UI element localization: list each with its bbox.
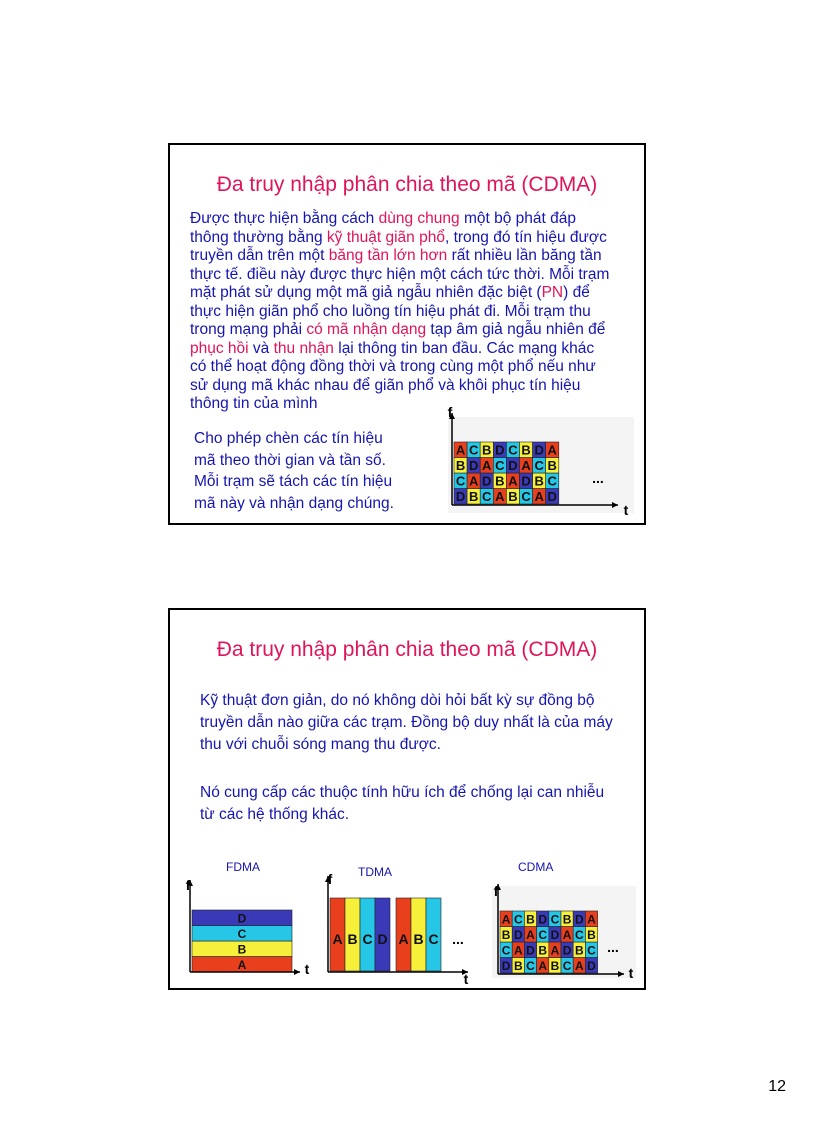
tdma-slot-label: D (377, 931, 388, 947)
tdma-diagram (320, 872, 480, 986)
slide-1-text-segment: thực tế. điều này được thực hiện một cách tức thời. Mỗi trạm (190, 265, 610, 283)
slide-2-paragraph-2-line: Nó cung cấp các thuộc tính hữu ích để chống lại can nhiễu (200, 784, 605, 801)
slide-1-text-segment: tạp âm giả ngẫu nhiên để (426, 321, 606, 338)
slide-1-text-segment: và (248, 339, 274, 357)
cdma-2-cell-label: B (550, 959, 560, 974)
slide-1-body-line (190, 321, 630, 340)
slide-2-paragraph-2-line: từ các hệ thống khác. (200, 806, 350, 823)
cdma-2-cell-label: B (526, 912, 535, 927)
cdma-2-cell-label: C (501, 943, 511, 958)
cdma-2-cell-label: C (538, 928, 548, 943)
slide-1-side-text-line: Mỗi trạm sẽ tách các tín hiệu (194, 473, 393, 490)
slide-1-body-line (190, 377, 630, 396)
tdma-slot-label: C (428, 931, 439, 947)
cdma-2-cell-label: D (550, 928, 560, 943)
slide-1-text-segment: một bộ phát đáp (459, 210, 576, 227)
cdma-2-cell-label: C (513, 912, 523, 927)
cdma-1-cell-label: B (468, 489, 479, 505)
tdma-slot-label: B (347, 931, 358, 947)
slide-1-text-segment: truyền dẫn trên một (190, 247, 329, 264)
cdma-2-cell-label: D (538, 912, 548, 927)
cdma-1-cell-label: C (547, 473, 557, 489)
cdma-2-cell-label: D (513, 928, 523, 943)
cdma-2-cell-label: C (587, 943, 596, 958)
cdma-2-cell-label: C (526, 959, 535, 974)
tdma-slot-label: B (413, 931, 424, 947)
slide-1-side-text-line: mã theo thời gian và tần số. (194, 451, 386, 469)
cdma-2-cell-label: B (501, 928, 511, 943)
fdma-x-arrow (294, 969, 300, 975)
cdma-1-cell-label: D (521, 473, 531, 489)
tdma-ellipsis: ... (452, 931, 464, 947)
cdma-1-ellipsis: ... (592, 470, 604, 486)
cdma-2-cell-label: D (574, 912, 584, 927)
cdma-1-cell-label: A (468, 473, 479, 489)
slide-1-text-segment: lại thông tin ban đầu. Các mạng khác (333, 339, 595, 357)
cdma-2-f-label: f (493, 883, 499, 899)
cdma-1-cell-label: D (482, 473, 492, 489)
slide-1-text-segment: , trong đó tín hiệu được (444, 228, 607, 246)
slide-2-title: Đa truy nhập phân chia theo mã (CDMA) (216, 638, 598, 661)
cdma-2-cell-label: A (574, 959, 584, 974)
cdma-2-cell-label: C (562, 959, 572, 974)
cdma-1-cell-label: D (534, 442, 544, 458)
cdma-1-cell-label: D (455, 489, 466, 505)
cdma-2-cell-label: D (587, 959, 596, 974)
cdma-1-f-label: f (447, 407, 453, 420)
slide-1-text-segment: thông thường bằng (190, 228, 327, 246)
cdma-1-cell-label: C (482, 489, 492, 505)
fdma-t-label: t (304, 961, 310, 977)
cdma-1-cell-label: A (482, 458, 492, 474)
slide-2-paragraph-1 (200, 690, 613, 756)
cdma-2-cell-label: A (526, 928, 535, 943)
cdma-1-cell-label: C (455, 473, 466, 489)
fdma-label: FDMA (226, 860, 260, 874)
cdma-2-cell-label: B (538, 943, 548, 958)
cdma-1-cell-label: C (468, 442, 479, 458)
cdma-1-cell-label: D (495, 442, 505, 458)
cdma-1-cell-label: A (508, 473, 518, 489)
cdma-1-cell-label: A (521, 458, 531, 474)
cdma-1-cell-label: B (547, 458, 557, 474)
cdma-1-cell-label: B (495, 473, 505, 489)
slide-1-body-line (190, 303, 630, 322)
slide-1-body-line (190, 229, 630, 248)
slide-1-text-segment: rất nhiều lần băng tần (447, 247, 602, 264)
slide-1-text-segment: ) để (563, 284, 590, 301)
cdma-1-t-label: t (623, 502, 629, 518)
slide-1-body-line (190, 358, 630, 377)
cdma-1-cell-label: B (455, 458, 466, 474)
fdma-band-label: D (237, 911, 247, 926)
slide-1 (168, 143, 646, 525)
cdma-1-cell-label: B (482, 442, 492, 458)
cdma-2-cell-label: A (538, 959, 548, 974)
slide-1-text-segment: PN (541, 284, 564, 301)
slide-2-paragraph-1-line: Kỹ thuật đơn giản, do nó không dòi hỏi bất kỳ sự đồng bộ (200, 692, 595, 709)
cdma-2-cell-label: A (501, 912, 511, 927)
slide-1-body-line (190, 210, 630, 229)
cdma-1-cell-label: A (455, 442, 466, 458)
slide-2-paragraph-1-line: thu với chuỗi sóng mang thu được. (200, 736, 441, 753)
slide-1-side-text-line: mã này và nhận dạng chúng. (194, 494, 394, 512)
cdma-1-cell-label: B (508, 489, 518, 505)
tdma-t-label: t (463, 971, 469, 986)
slide-1-text-segment: băng tần lớn hơn (328, 247, 448, 264)
slide-1-body-line (190, 284, 630, 303)
fdma-band-label: B (237, 942, 247, 957)
cdma-2-cell-label: A (550, 943, 560, 958)
cdma-1-cell-label: D (547, 489, 557, 505)
slide-2-paragraph-2 (200, 782, 604, 826)
slide-1-text-segment: sử dụng mã khác nhau để giãn phổ và khôi phục tín hiệu (190, 376, 581, 394)
cdma-diagram-1 (440, 407, 640, 519)
cdma-1-cell-label: C (534, 458, 544, 474)
slide-1-title: Đa truy nhập phân chia theo mã (CDMA) (216, 173, 598, 196)
cdma-2-cell-label: B (513, 959, 523, 974)
cdma-1-cell-label: A (547, 442, 557, 458)
tdma-slot-label: C (362, 931, 373, 947)
tdma-slot-label: A (398, 931, 409, 947)
slide-1-side-text (194, 428, 394, 514)
fdma-diagram (182, 876, 312, 982)
cdma-1-cell-label: B (534, 473, 544, 489)
slide-1-body (190, 210, 630, 414)
page-number: 12 (768, 1078, 786, 1095)
cdma-2-cell-label: C (550, 912, 560, 927)
cdma-1-cell-label: C (495, 458, 505, 474)
cdma-2-cell-label: D (562, 943, 572, 958)
cdma-label: CDMA (518, 860, 554, 874)
tdma-f-label: f (327, 872, 333, 887)
slide-1-text-segment: có mã nhận dạng (306, 321, 427, 338)
slide-1-text-segment: kỹ thuật giãn phổ (326, 228, 445, 246)
slide-1-text-segment: thu nhận (273, 339, 334, 357)
fdma-band-label: A (237, 958, 247, 973)
cdma-2-cell-label: A (587, 912, 596, 927)
slide-1-text-segment: có thể hoạt động đồng thời và trong cùng một phổ nếu như (190, 358, 596, 375)
cdma-2-ellipsis: ... (607, 939, 619, 955)
cdma-diagram-2 (488, 876, 638, 982)
slide-1-text-segment: thông tin của mình (190, 395, 318, 412)
fdma-f-label: f (185, 877, 191, 893)
tdma-slot-label: A (332, 931, 343, 947)
cdma-2-cell-label: D (501, 959, 511, 974)
slide-1-side-text-line: Cho phép chèn các tín hiệu (194, 430, 383, 447)
cdma-1-cell-label: B (521, 442, 531, 458)
slide-1-text-segment: Được thực hiện bằng cách (190, 210, 379, 227)
slide-1-text-segment: dùng chung (378, 210, 460, 227)
slide-1-body-line (190, 340, 630, 359)
cdma-2-cell-label: C (574, 928, 584, 943)
cdma-1-cell-label: C (508, 442, 518, 458)
slide-2 (168, 608, 646, 990)
cdma-1-cell-label: D (508, 458, 518, 474)
slide-1-text-segment: mặt phát sử dụng một mã giả ngẫu nhiên đặc biệt ( (190, 284, 542, 301)
cdma-2-cell-label: A (562, 928, 572, 943)
slide-2-paragraph-1-line: truyền dẫn nào giữa các trạm. Đồng bộ duy nhất là của máy (200, 714, 613, 731)
slide-1-text-segment: trong mạng phải (190, 321, 307, 338)
tdma-label: TDMA (358, 865, 392, 879)
cdma-2-cell-label: D (526, 943, 535, 958)
cdma-2-cell-label: B (574, 943, 584, 958)
cdma-2-cell-label: B (562, 912, 572, 927)
cdma-1-cell-label: C (521, 489, 531, 505)
fdma-band-label: C (237, 927, 247, 942)
cdma-2-t-label: t (628, 965, 634, 981)
slide-1-text-segment: phục hồi (190, 339, 249, 357)
cdma-1-cell-label: A (495, 489, 505, 505)
slide-1-body-line (190, 266, 630, 285)
cdma-2-cell-label: B (587, 928, 596, 943)
cdma-2-cell-label: A (513, 943, 523, 958)
cdma-1-cell-label: A (534, 489, 544, 505)
slide-1-body-line (190, 247, 630, 266)
slide-1-text-segment: thực hiện giãn phổ cho luồng tín hiệu phát đi. Mỗi trạm thu (190, 302, 591, 320)
cdma-1-cell-label: D (468, 458, 479, 474)
